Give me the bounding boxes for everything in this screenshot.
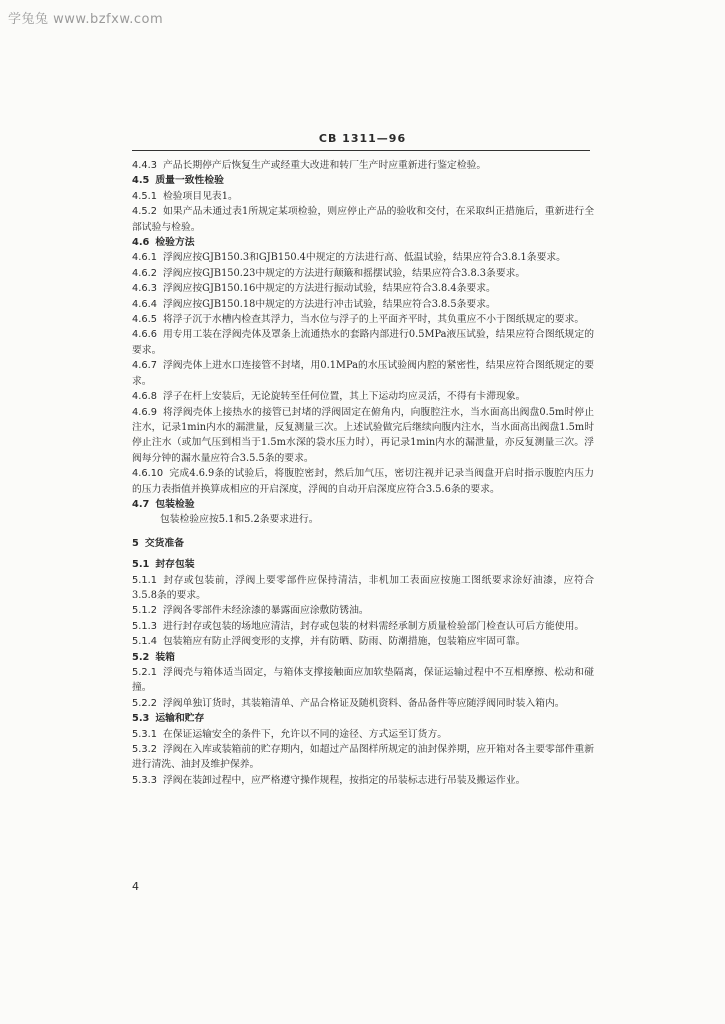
clause-number: 5.1.3 [132, 620, 157, 632]
clause-paragraph [132, 389, 594, 404]
document-body [132, 158, 594, 788]
clause-text: 浮阀在入库或装箱前的贮存期内，如超过产品图样所规定的油封保养期，应开箱对各主要零部件重新进行清洗、油封及维护保养。 [132, 744, 594, 771]
clause-text: 封存或包装前，浮阀上要零部件应保持清洁，非机加工表面应按施工图纸要求涂好油漆，应符合3.5.8条的要求。 [132, 574, 594, 601]
clause-paragraph [132, 250, 594, 265]
clause-number: 4.6 [132, 237, 150, 249]
clause-text: 浮阀应按GJB150.16中规定的方法进行振动试验，结果应符合3.8.4条要求。 [162, 283, 496, 295]
clause-text: 浮阀壳体上进水口连接管不封堵，用0.1MPa的水压试验阀内腔的紧密性，结果应符合图纸规定的要求。 [132, 360, 594, 387]
clause-number: 5.2 [132, 651, 150, 663]
clause-text: 浮子在杆上安装后，无论旋转至任何位置，其上下运动均应灵活，不得有卡滞现象。 [162, 391, 526, 403]
clause-number: 5.2.2 [132, 697, 157, 709]
clause-paragraph [132, 204, 594, 235]
section-heading [132, 711, 594, 726]
section-heading [132, 235, 594, 250]
clause-paragraph [132, 512, 594, 527]
section-heading [132, 173, 594, 188]
clause-text: 检验项目见表1。 [162, 190, 238, 202]
clause-text: 交货准备 [144, 537, 185, 549]
clause-number: 4.6.10 [132, 468, 164, 480]
clause-paragraph [132, 281, 594, 296]
clause-text: 装箱 [155, 651, 175, 663]
page-number: 4 [132, 880, 139, 893]
clause-number: 4.5 [132, 175, 150, 187]
clause-paragraph [132, 466, 594, 497]
clause-text: 封存包装 [155, 559, 195, 571]
clause-paragraph [132, 603, 594, 618]
clause-text: 在保证运输安全的条件下，允许以不同的途径、方式运至订货方。 [162, 728, 448, 740]
clause-text: 包装检验 [155, 498, 195, 510]
clause-number: 5.3 [132, 713, 150, 725]
clause-text: 产品长期停产后恢复生产或经重大改进和转厂生产时应重新进行鉴定检验。 [162, 160, 487, 171]
clause-text: 包装检验应按5.1和5.2条要求进行。 [160, 514, 319, 526]
clause-text: 包装箱应有防止浮阀变形的支撑，并有防晒、防雨、防潮措施，包装箱应牢固可靠。 [162, 636, 526, 648]
clause-text: 将浮子沉于水槽内检查其浮力，当水位与浮子的上平面齐平时，其负重应不小于图纸规定的要求。 [162, 314, 585, 326]
clause-text: 将浮阀壳体上接热水的接管已封堵的浮阀固定在俯角内，向腹腔注水，当水面高出阀盘0.5m时停止注水，记录1min内水的漏泄量，反复测量三次。上述试验做完后继续向腹内注水，当水面高出阀盘1.5m时停止注水（或加气压到相当于1.5m水深的袋水压力时），再记录1min内水的漏泄量，亦反复测量三次。浮阀每分钟的漏水量应符合3.5.5条的要求。 [132, 406, 594, 464]
clause-text: 浮阀在装卸过程中，应严格遵守操作规程，按指定的吊装标志进行吊装及搬运作业。 [162, 774, 526, 786]
clause-number: 4.6.2 [132, 267, 157, 279]
clause-number: 4.7 [132, 498, 150, 510]
clause-text: 进行封存或包装的场地应清洁，封存或包装的材料需经承制方质量检验部门检查认可后方能使用。 [162, 620, 585, 632]
clause-text: 完成4.6.9条的试验后，将腹腔密封，然后加气压，密切注视并记录当阀盘开启时指示腹腔内压力的压力表指值并换算成相应的开启深度，浮阀的自动开启深度应符合3.5.6条的要求。 [132, 468, 594, 495]
clause-paragraph [132, 327, 594, 358]
clause-text: 浮阀单独订货时，其装箱清单、产品合格证及随机资料、备品备件等应随浮阀同时装入箱内。 [162, 697, 565, 709]
clause-text: 浮阀壳与箱体适当固定，与箱体支撑接触面应加软垫隔离，保证运输过程中不互相摩擦、松动和碰撞。 [132, 667, 594, 694]
clause-text: 浮阀应按GJB150.3和GJB150.4中规定的方法进行高、低温试验，结果应符合3.8.1条要求。 [162, 252, 566, 264]
clause-paragraph [132, 742, 594, 773]
clause-number: 5.1.1 [132, 574, 157, 586]
header-rule [132, 150, 590, 151]
clause-number: 4.5.1 [132, 190, 157, 202]
clause-number: 4.6.1 [132, 252, 157, 264]
clause-number: 5.1 [132, 559, 150, 571]
clause-text: 浮阀应按GJB150.23中规定的方法进行颠簸和摇摆试验，结果应符合3.8.3条要求。 [162, 267, 526, 279]
clause-number: 4.6.6 [132, 329, 157, 341]
clause-paragraph [132, 297, 594, 312]
clause-text: 检验方法 [155, 237, 195, 249]
clause-paragraph [132, 573, 594, 604]
clause-number: 5.2.1 [132, 667, 157, 678]
clause-paragraph [132, 696, 594, 711]
clause-text: 如果产品未通过表1所规定某项检验，则应停止产品的验收和交付，在采取纠正措施后，重新进行全部试验与检验。 [132, 206, 594, 233]
clause-number: 4.6.4 [132, 298, 157, 310]
clause-text: 质量一致性检验 [155, 175, 224, 187]
clause-number: 4.4.3 [132, 160, 157, 171]
clause-paragraph [132, 158, 594, 173]
section-heading [132, 497, 594, 512]
section-heading [132, 557, 594, 572]
clause-number: 4.6.7 [132, 360, 157, 372]
clause-text: 用专用工装在浮阀壳体及罩条上流通热水的套路内部进行0.5MPa液压试验，结果应符合图纸规定的要求。 [132, 329, 594, 356]
clause-paragraph [132, 266, 594, 281]
clause-number: 5 [132, 537, 139, 549]
clause-paragraph [132, 312, 594, 327]
clause-paragraph [132, 634, 594, 649]
clause-paragraph [132, 773, 594, 788]
clause-number: 5.3.2 [132, 744, 157, 756]
clause-number: 4.6.8 [132, 391, 157, 403]
clause-paragraph [132, 405, 594, 467]
clause-number: 5.1.2 [132, 605, 157, 617]
watermark: 学兔兔 www.bzfxw.com [8, 12, 164, 27]
clause-number: 5.3.3 [132, 774, 157, 786]
clause-text: 浮阀各零部件未经涂漆的暴露面应涂敷防锈油。 [162, 605, 369, 617]
clause-paragraph [132, 619, 594, 634]
clause-paragraph [132, 665, 594, 696]
clause-number: 4.6.9 [132, 406, 157, 418]
section-heading [132, 536, 594, 551]
clause-text: 运输和贮存 [155, 713, 205, 725]
clause-number: 4.6.5 [132, 314, 157, 326]
clause-text: 浮阀应按GJB150.18中规定的方法进行冲击试验，结果应符合3.8.5条要求。 [162, 298, 496, 310]
section-heading [132, 650, 594, 665]
clause-number: 4.6.3 [132, 283, 157, 295]
clause-paragraph [132, 189, 594, 204]
clause-number: 5.3.1 [132, 728, 157, 740]
clause-paragraph [132, 358, 594, 389]
clause-number: 5.1.4 [132, 636, 157, 648]
standard-code: CB 1311—96 [318, 132, 407, 145]
clause-number: 4.5.2 [132, 206, 157, 218]
clause-paragraph [132, 727, 594, 742]
